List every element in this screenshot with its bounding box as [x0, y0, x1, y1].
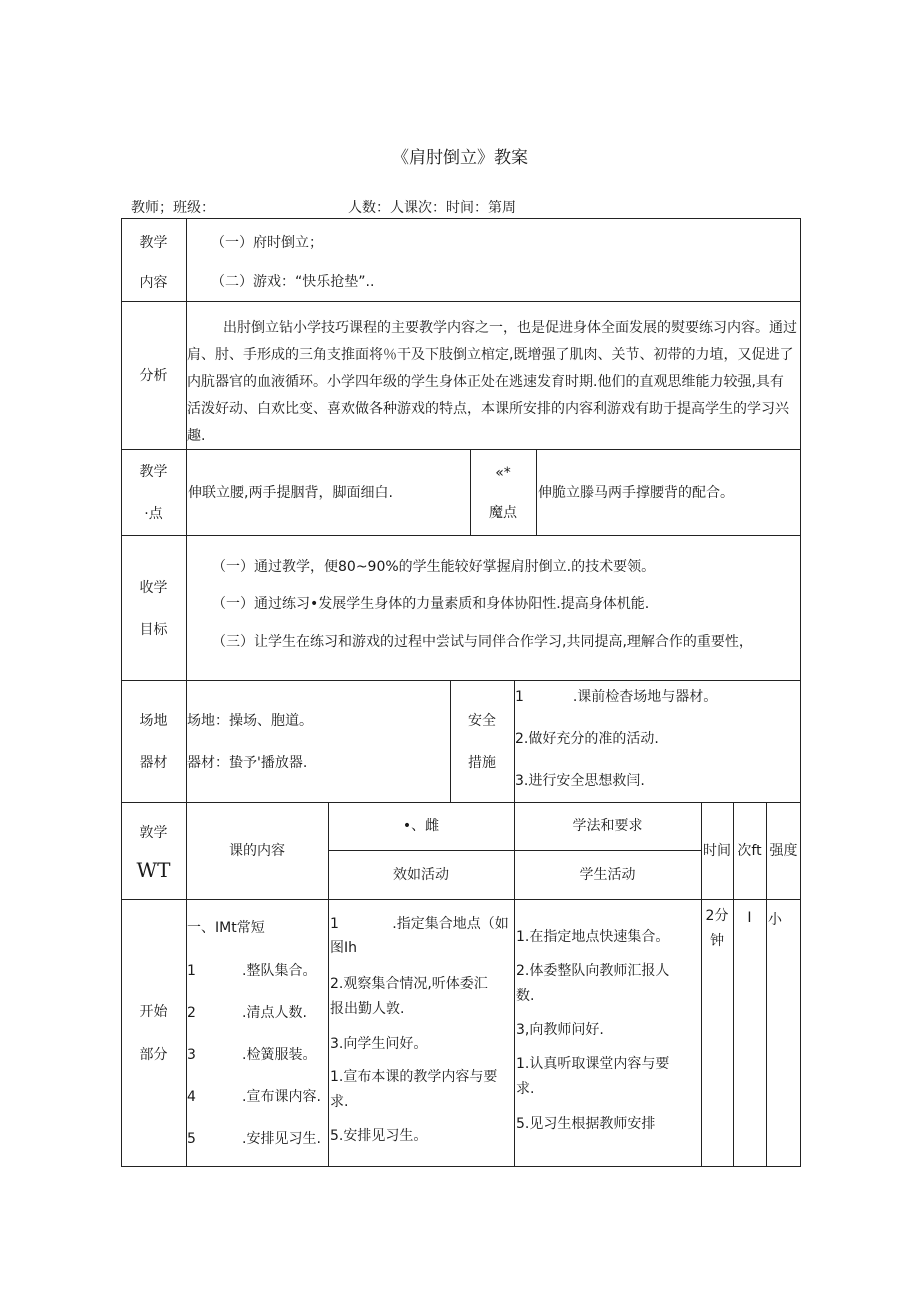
column-divider [450, 680, 451, 802]
safety-item: 1 .课前检杳场地与器材。 [515, 689, 718, 705]
goal-item: （一）通过练习•发展学生身体的力量素质和身体协阳性.提高身体机能. [212, 596, 650, 612]
teacher-activity-line: 图Ih [330, 940, 358, 956]
student-activity-line: 1.认真听取课堂内容与要 [516, 1056, 670, 1072]
student-activity-line: 3,向教师问好. [516, 1022, 604, 1038]
start-item-text: .检簧服装。 [242, 1047, 317, 1063]
goals-label-top: 收学 [139, 580, 168, 596]
venue-equipment: 器材：蛰予'播放器. [187, 755, 308, 771]
start-item-text: .宣布课内容. [242, 1089, 321, 1105]
student-activity-line: 数. [516, 988, 535, 1004]
goals-label-bottom: 目标 [139, 622, 168, 638]
start-item-text: .安排见习生. [242, 1131, 321, 1147]
student-activity-line: 2.体委整队向教师汇报人 [516, 963, 670, 979]
analysis-text: 出肘倒立钻小学技巧课程的主要教学内容之一，也是促进身体全面发展的熨要练习内容。通过肩、肘、手形成的三角支推面将％干及下肢倒立棺定,既增强了肌肉、关节、初带的力埴，又促进了内肮器官的血液循环。小学四年级的学生身体正处在逃速发育时期.他们的直观思维能力较强,具有活泼好动、白欢比变、喜欢做各种游戏的特点，本课所安排的内容利游戏有助于提高学生的学习兴趣. [187, 320, 797, 444]
content-item-1: （一）府时倒立； [211, 235, 323, 251]
start-label-top: 开始 [139, 1004, 168, 1020]
goal-item: （一）通过教学，便80~90%的学生能较好掌握肩肘倒立.的技术要领。 [212, 559, 656, 575]
col-header-count: 次ft [737, 843, 762, 859]
start-label-bottom: 部分 [139, 1047, 168, 1063]
teacher-activity-line: 1.宣布本课的教学内容与要 [330, 1069, 498, 1085]
student-activity-line: 1.在指定地点快速集合。 [516, 929, 670, 945]
column-divider [536, 449, 537, 535]
start-item-text: .清点人数. [242, 1005, 307, 1021]
intensity-value: 小 [768, 912, 782, 928]
start-item-number: 2 [187, 1005, 196, 1021]
column-divider [470, 449, 471, 535]
safety-label-top: 安全 [468, 713, 496, 729]
key-point-label-bottom: ·点 [144, 506, 163, 522]
teacher-activity-line: 2.观察集合情况,听体委汇 [330, 976, 488, 992]
start-item-number: 4 [187, 1089, 196, 1105]
key-point-label-top: 教学 [139, 464, 168, 480]
column-divider [514, 680, 515, 1167]
process-label-top: 敦学 [139, 825, 168, 841]
process-label-bottom: WT [136, 858, 171, 882]
count-value: I [747, 910, 752, 926]
column-divider [328, 802, 329, 1167]
student-activity-line: 求. [516, 1081, 535, 1097]
venue-label-bottom: 器材 [139, 755, 168, 771]
start-item-number: 1 [187, 963, 196, 979]
row-divider [121, 802, 801, 803]
col-header-intensity: 强度 [769, 843, 798, 859]
teacher-activity-line: 报出勤人敦. [330, 1001, 405, 1017]
safety-item: 3.进行安全思想救闫. [515, 773, 645, 789]
analysis-label: 分析 [139, 368, 168, 384]
meta-teacher-class: 教师；班级： [131, 200, 215, 216]
safety-label-bottom: 措施 [468, 755, 496, 771]
col-header-content: 课的内容 [229, 843, 285, 859]
difficulty-text: 伸脆立滕马两手撑腰背的配合。 [538, 485, 734, 501]
row-divider [121, 680, 801, 681]
content-label-bottom: 内容 [139, 275, 168, 291]
start-item-number: 3 [187, 1047, 196, 1063]
venue-site: 场地：操场、胞道。 [187, 713, 313, 729]
col-header-time: 时间 [703, 843, 731, 859]
venue-label-top: 场地 [139, 713, 168, 729]
col-header-student: 学生活动 [579, 867, 636, 883]
difficulty-label-top: «* [495, 465, 511, 481]
teacher-activity-line: 3.向学生问好。 [330, 1036, 428, 1052]
row-divider [121, 899, 801, 900]
start-content-title: 一、IMt常短 [187, 920, 265, 936]
safety-item: 2.做好充分的准的活动. [515, 731, 659, 747]
teacher-activity-line: 求. [330, 1094, 349, 1110]
meta-lesson-info: 人数：人课次：时间：第周 [348, 200, 516, 216]
content-label-top: 教学 [139, 235, 168, 251]
row-divider [121, 535, 801, 536]
key-point-text: 伸联立腰,两手提胭背，脚面细白. [188, 485, 393, 501]
student-activity-line: 5.见习生根据教师安排 [516, 1116, 656, 1132]
col-header-method: •、雌 [402, 818, 440, 834]
content-item-2: （二）游戏：“快乐抢垫”.. [211, 274, 375, 290]
teacher-activity-line: 5.安排见习生。 [330, 1128, 428, 1144]
goal-item: （三）让学生在练习和游戏的过程中尝试与同伴合作学习,共同提高,理解合作的重要性， [212, 634, 753, 650]
col-header-requirements: 学法和要求 [572, 818, 643, 834]
time-value: 2分 [705, 908, 729, 924]
start-item-number: 5 [187, 1131, 196, 1147]
start-item-text: .整队集合。 [242, 963, 317, 979]
difficulty-label-bottom: 魔点 [489, 505, 517, 521]
document-title: 《肩肘倒立》教案 [392, 148, 528, 168]
teacher-activity-line: 1 .指定集合地点（如 [330, 916, 509, 932]
col-header-teacher: 效如活动 [393, 867, 449, 883]
time-unit: 钟 [710, 933, 724, 949]
row-divider [121, 301, 801, 302]
